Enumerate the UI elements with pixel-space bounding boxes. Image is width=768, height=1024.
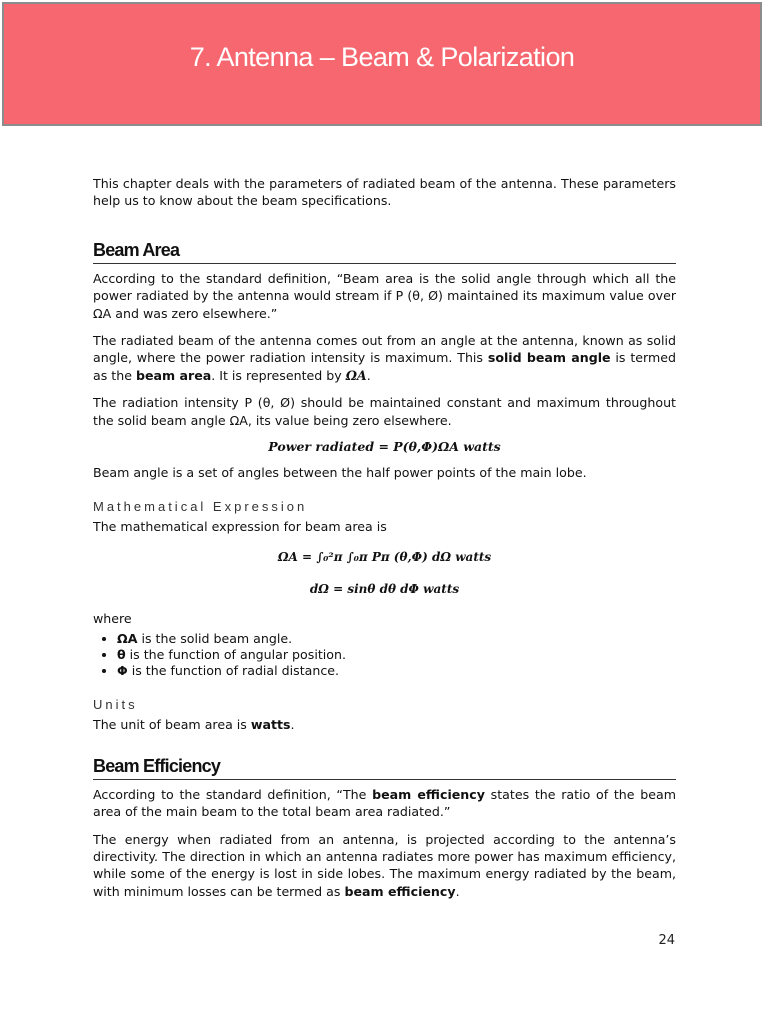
bold-term: solid beam angle bbox=[487, 350, 611, 366]
bold-term: beam efficiency bbox=[344, 883, 456, 899]
text-span: According to the standard definition, “The bbox=[93, 786, 373, 802]
text-span: is termed as the bbox=[93, 350, 676, 383]
heading-beam-efficiency: Beam Efficiency bbox=[93, 756, 676, 780]
symbol-omega-a: ΩA bbox=[345, 367, 367, 383]
heading-beam-area: Beam Area bbox=[93, 240, 676, 264]
text-span: is the function of angular position. bbox=[125, 647, 346, 663]
chapter-title: 7. Antenna – Beam & Polarization bbox=[189, 42, 575, 72]
heading-mathematical-expression: Mathematical Expression bbox=[93, 499, 308, 515]
text-span: states the ratio of the beam area of the main beam to the total beam area radiated.” bbox=[93, 786, 676, 820]
beam-area-description: The radiated beam of the antenna comes out from an angle at the antenna, known as solid angle, where the power radiation intensity is maximum. This solid beam angle is termed as the beam area. It is represented by ΩA. bbox=[93, 333, 676, 383]
beam-area-definition: According to the standard definition, “Beam area is the solid angle through which all the power radiated by the antenna would stream if P (θ, Ø) maintained its maximum value over ΩA and was zero elsewhere.” bbox=[93, 270, 676, 321]
beam-angle-paragraph: Beam angle is a set of angles between the half power points of the main lobe. bbox=[93, 465, 587, 481]
equation-d-omega: dΩ = sinθ dθ dΦ watts bbox=[309, 581, 460, 596]
text-span: is the function of radial distance. bbox=[127, 663, 340, 679]
symbol-list bbox=[93, 631, 676, 679]
text-span: The energy when radiated from an antenna, is projected according to the antenna’s directivity. The direction in which an antenna radiates more power has maximum efficiency, while some of the energy is lost in side lobes. The maximum energy radiated by the beam, with minimum losses can be termed as bbox=[93, 831, 676, 899]
bold-term: beam area bbox=[135, 367, 212, 383]
text-span: . bbox=[455, 883, 460, 899]
text-span: . bbox=[290, 717, 295, 733]
bold-term: beam efficiency bbox=[372, 786, 485, 802]
text-span: . It is represented by bbox=[211, 367, 346, 383]
equation-power-radiated: Power radiated = P(θ,Φ)ΩA watts bbox=[268, 439, 501, 455]
list-item bbox=[117, 647, 676, 663]
text-span: The unit of beam area is bbox=[93, 717, 251, 733]
text-span: is the solid beam angle. bbox=[137, 631, 293, 647]
heading-units: Units bbox=[93, 697, 138, 713]
math-intro: The mathematical expression for beam area is bbox=[93, 519, 387, 535]
beam-efficiency-definition bbox=[93, 786, 676, 821]
list-item bbox=[117, 631, 676, 647]
symbol: ΩA bbox=[117, 631, 138, 647]
page-number: 24 bbox=[658, 933, 675, 948]
beam-efficiency-description bbox=[93, 831, 676, 901]
radiation-intensity-paragraph: The radiation intensity P (θ, Ø) should be maintained constant and maximum throughout the solid beam angle ΩA, its value being zero elsewhere. bbox=[93, 395, 676, 428]
list-item bbox=[117, 663, 676, 679]
units-text bbox=[93, 716, 676, 733]
text-span: The radiated beam of the antenna comes out from an angle at the antenna, known as solid angle, where the power radiation intensity is maximum. This bbox=[93, 333, 676, 366]
bold-term: watts bbox=[250, 717, 291, 733]
symbol: Φ bbox=[117, 663, 128, 679]
symbol: θ bbox=[117, 647, 126, 663]
equation-beam-area-integral: ΩA = ∫₀²π ∫₀π Pπ (θ,Φ) dΩ watts bbox=[277, 549, 492, 564]
intro-paragraph: This chapter deals with the parameters of radiated beam of the antenna. These parameters help us to know about the beam specifications. bbox=[93, 176, 676, 209]
chapter-banner bbox=[2, 2, 762, 126]
where-label: where bbox=[93, 610, 132, 626]
page-content bbox=[93, 175, 676, 910]
